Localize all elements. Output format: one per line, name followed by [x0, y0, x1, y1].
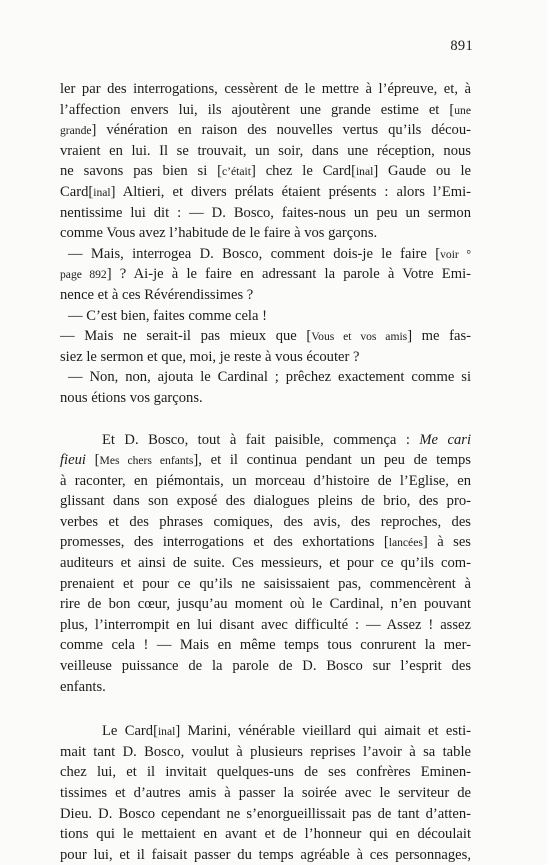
text-segment: [	[85, 452, 100, 469]
text-segment: siez le sermon et que, moi, je reste à vous écouter ?	[60, 348, 360, 365]
text-segment: ne savons pas bien si [	[60, 163, 223, 180]
text-line	[60, 677, 471, 698]
text-line	[60, 491, 471, 512]
text-segment: comme cela ! — Mais en même temps tous conrurent la mer-	[60, 637, 471, 654]
text-line	[60, 326, 471, 347]
editorial-insertion: inal	[93, 185, 111, 199]
text-segment: Card[	[60, 183, 94, 200]
text-line	[60, 762, 471, 783]
text-line	[60, 141, 471, 162]
page-number: 891	[450, 38, 473, 54]
text-segment: — Mais, interrogea D. Bosco, comment dois-je le faire [	[68, 245, 441, 262]
text-line	[60, 742, 471, 763]
text-segment: promesses, des interrogations et des exhortations [	[60, 534, 389, 551]
text-segment: à raconter, en piémontais, un morceau d’histoire de l’Eglise, en	[60, 472, 471, 489]
text-segment: ] Marini, vénérable vieillard qui aimait et esti-	[175, 723, 471, 740]
text-segment: ] chez le Card[	[250, 163, 356, 180]
text-segment: — Mais ne serait-il pas mieux que [	[60, 328, 312, 345]
text-line	[60, 430, 471, 451]
text-segment: ] vénération en raison des nouvelles vertus qu’ils décou-	[91, 122, 471, 139]
text-segment: chez lui, et il invitait quelques-uns de ses confrères Eminen-	[60, 764, 471, 781]
text-line	[60, 615, 471, 636]
text-segment: tions qui le mettaient en avant et de l’honneur qui en découlait	[60, 826, 471, 843]
text-segment: auditeurs et ainsi de suite. Ces messieurs, et pour ce qu’ils com-	[60, 555, 471, 572]
text-line	[60, 512, 471, 533]
text-segment: Dieu. D. Bosco cependant ne s’enorgueillissait pas de tant d’atten-	[60, 805, 471, 822]
editorial-insertion: une	[454, 103, 471, 117]
text-segment: ler par des interrogations, cessèrent de le mettre à l’épreuve, et, à	[60, 81, 471, 97]
text-segment: nentissime lui dit : — D. Bosco, faites-nous un peu un sermon	[60, 204, 471, 221]
text-segment: rire de bon cœur, jusqu’au moment où le Cardinal, n’en pouvant	[60, 596, 471, 613]
editorial-insertion: inal	[355, 165, 374, 179]
text-segment: pour lui, et il faisait passer du temps agréable à ces personnages,	[60, 846, 471, 863]
text-segment: — C’est bien, faites comme cela !	[68, 307, 267, 324]
text-line	[60, 285, 471, 306]
text-segment: ] me fas-	[407, 328, 471, 345]
text-line	[60, 553, 471, 574]
text-line	[60, 244, 471, 265]
text-line	[60, 845, 471, 865]
text-line	[60, 388, 471, 409]
text-segment: nence et à ces Révérendissimes ?	[60, 286, 254, 303]
text-segment: vraient en lui. Il se trouvait, un soir, dans une réception, nous	[60, 142, 471, 159]
text-segment: plus, l’interrompit en lui disant avec difficulté : — Assez ! assez	[60, 616, 471, 633]
text-segment: Le Card[	[102, 723, 158, 740]
text-segment: ] à ses	[422, 534, 471, 551]
text-line	[60, 471, 471, 492]
page-body-text	[60, 79, 471, 865]
text-segment: tissimes et d’autres amis à passer la soirée avec le serviteur de	[60, 785, 471, 801]
text-line	[60, 783, 471, 804]
text-line	[60, 120, 471, 141]
paragraph-gap	[60, 697, 471, 721]
text-line	[60, 347, 471, 368]
text-line	[60, 824, 471, 845]
editorial-insertion: page 892	[60, 268, 107, 282]
text-segment: nous étions vos garçons.	[60, 389, 203, 406]
text-line	[60, 450, 471, 471]
text-segment: verbes et des phrases comiques, des avis, des reproches, des	[60, 513, 471, 530]
text-line	[60, 223, 471, 244]
italic-text: Me cari	[419, 431, 471, 448]
text-segment: enfants.	[60, 678, 106, 695]
editorial-insertion: Mes chers enfants	[99, 454, 194, 468]
text-line	[60, 574, 471, 595]
text-segment: prenaient et pour ce qu’ils ne saisissaient pas, commencèrent à	[60, 575, 471, 592]
text-segment: mait tant D. Bosco, voulut à plusieurs reprises l’avoir à sa table	[60, 743, 471, 760]
text-segment: glissant dans son exposé des dialogues pleins de brio, des pro-	[60, 493, 471, 510]
text-line	[60, 367, 471, 388]
text-segment: ], et il continua pendant un peu de temps	[193, 452, 471, 469]
text-line	[60, 79, 471, 100]
text-segment: l’affection envers lui, ils ajoutèrent une grande estime et [	[60, 101, 455, 118]
editorial-insertion: Vous et vos amis	[311, 330, 408, 344]
text-segment: ] Altieri, et divers prélats étaient présents : alors l’Emi-	[110, 183, 471, 200]
text-line	[60, 161, 471, 182]
text-segment: ] ? Ai-je à le faire en adressant la parole à Votre Emi-	[106, 266, 471, 283]
editorial-insertion: c’était	[222, 165, 251, 179]
editorial-insertion: grande	[60, 124, 92, 138]
text-segment: ] Gaude ou le	[373, 163, 471, 180]
editorial-insertion: inal	[157, 725, 176, 739]
text-line	[60, 182, 471, 203]
text-line	[60, 306, 471, 327]
text-line	[60, 264, 471, 285]
italic-text: fieui	[60, 452, 86, 469]
text-line	[60, 203, 471, 224]
text-line	[60, 594, 471, 615]
text-line	[60, 656, 471, 677]
text-line	[60, 532, 471, 553]
text-line	[60, 100, 471, 121]
text-segment: — Non, non, ajouta le Cardinal ; prêchez exactement comme si	[68, 369, 471, 386]
editorial-insertion: lancées	[388, 536, 423, 550]
text-line	[60, 635, 471, 656]
editorial-insertion: voir °	[440, 247, 471, 261]
paragraph-gap	[60, 409, 471, 430]
text-segment: Et D. Bosco, tout à fait paisible, commença :	[102, 431, 420, 448]
text-line	[60, 804, 471, 825]
text-segment: comme Vous avez l’habitude de le faire à vos garçons.	[60, 225, 378, 242]
text-line	[60, 721, 471, 742]
text-segment: veilleuse puissance de la parole de D. Bosco sur l’esprit des	[60, 658, 471, 675]
